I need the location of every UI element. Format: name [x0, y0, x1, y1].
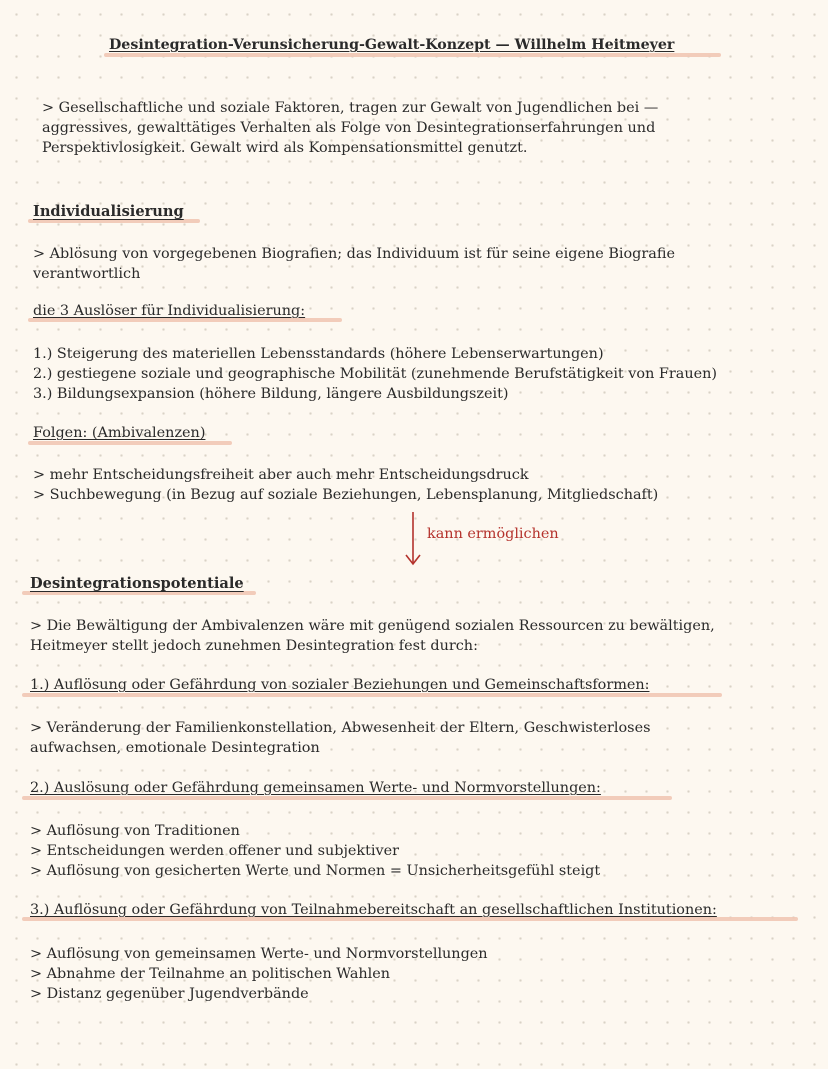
- subheading-highlight: [22, 796, 672, 800]
- desintegration-intro-line: > Die Bewältigung der Ambivalenzen wäre mit genügend sozialen Ressourcen zu bewältigen,: [30, 618, 715, 634]
- list-item: > Suchbewegung (in Bezug auf soziale Beziehungen, Lebensplanung, Mitgliedschaft): [33, 487, 659, 503]
- section-heading-individualisierung: Individualisierung: [33, 203, 184, 220]
- point3-heading: 3.) Auflösung oder Gefährdung von Teilnahmebereitschaft an gesellschaftlichen Institutionen:: [30, 902, 717, 918]
- arrow-label: kann ermöglichen: [427, 526, 559, 542]
- list-item: > Auflösung von gemeinsamen Werte- und Normvorstellungen: [30, 946, 488, 962]
- folgen-heading: Folgen: (Ambivalenzen): [33, 425, 206, 441]
- list-item: 1.) Steigerung des materiellen Lebensstandards (höhere Lebenserwartungen): [33, 346, 604, 362]
- intro-line: Perspektivlosigkeit. Gewalt wird als Kompensationsmittel genutzt.: [42, 140, 528, 156]
- list-item: > Abnahme der Teilnahme an politischen Wahlen: [30, 966, 391, 982]
- point2-heading: 2.) Auslösung oder Gefährdung gemeinsamen Werte- und Normvorstellungen:: [30, 780, 601, 796]
- intro-line: > Gesellschaftliche und soziale Faktoren, tragen zur Gewalt von Jugendlichen bei —: [42, 100, 659, 116]
- subheading-highlight: [22, 693, 722, 697]
- list-item: > Auflösung von Traditionen: [30, 823, 240, 839]
- arrow-down-icon: [404, 511, 422, 567]
- list-item: aufwachsen, emotionale Desintegration: [30, 740, 320, 756]
- list-item: > Veränderung der Familienkonstellation, Abwesenheit der Eltern, Geschwisterloses: [30, 720, 651, 736]
- list-item: > Entscheidungen werden offener und subjektiver: [30, 843, 400, 859]
- section-heading-desintegration: Desintegrationspotentiale: [30, 575, 244, 592]
- page-title: Desintegration-Verunsicherung-Gewalt-Konzept — Willhelm Heitmeyer: [109, 37, 675, 53]
- definition-line: verantwortlich: [33, 266, 141, 282]
- list-item: > Auflösung von gesicherten Werte und Normen = Unsicherheitsgefühl steigt: [30, 863, 601, 879]
- ausloeser-heading: die 3 Auslöser für Individualisierung:: [33, 303, 306, 319]
- list-item: 3.) Bildungsexpansion (höhere Bildung, längere Ausbildungszeit): [33, 386, 509, 402]
- subheading-highlight: [28, 441, 232, 445]
- intro-line: aggressives, gewalttätiges Verhalten als Folge von Desintegrationserfahrungen und: [42, 120, 656, 136]
- list-item: 2.) gestiegene soziale und geographische Mobilität (zunehmende Berufstätigkeit von Frauen): [33, 366, 718, 382]
- title-highlight: [104, 53, 721, 57]
- desintegration-intro-line: Heitmeyer stellt jedoch zunehmen Desintegration fest durch:: [30, 638, 478, 654]
- point1-heading: 1.) Auflösung oder Gefährdung von sozialer Beziehungen und Gemeinschaftsformen:: [30, 677, 650, 693]
- list-item: > mehr Entscheidungsfreiheit aber auch mehr Entscheidungsdruck: [33, 467, 529, 483]
- list-item: > Distanz gegenüber Jugendverbände: [30, 986, 309, 1002]
- definition-line: > Ablösung von vorgegebenen Biografien; das Individuum ist für seine eigene Biografie: [33, 246, 675, 262]
